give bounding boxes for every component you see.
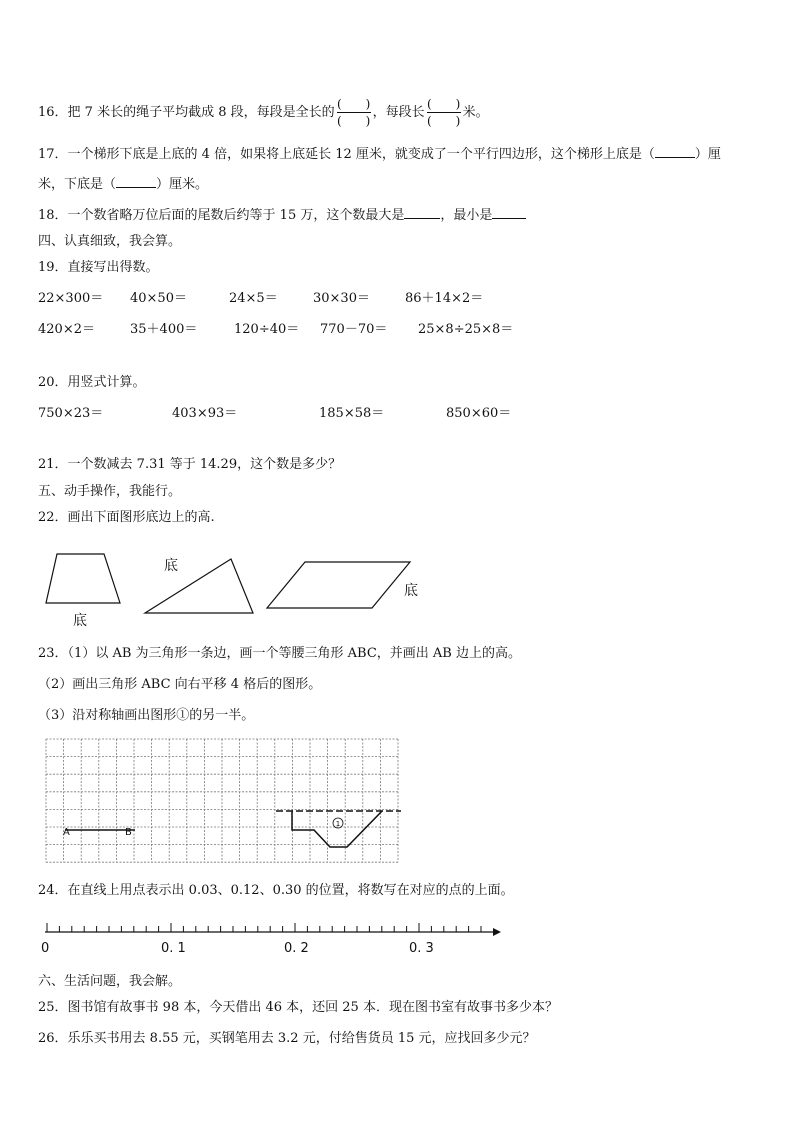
question-17-line2: 米，下底是（ ）厘米。 xyxy=(38,177,209,192)
question-23-part3: （3）沿对称轴画出图形①的另一半。 xyxy=(38,708,255,723)
vertical-calc-item: 750×23＝ xyxy=(38,406,104,421)
number-line-label: 0 xyxy=(41,941,50,956)
figure-1 xyxy=(292,811,382,847)
point-b-label: B xyxy=(125,827,132,838)
question-25: 25．图书馆有故事书 98 本，今天借出 46 本，还回 25 本．现在图书室有故事书多少本？ xyxy=(38,1000,558,1015)
question-22-title: 22．画出下面图形底边上的高. xyxy=(38,510,215,525)
label-base-parallelogram: 底 xyxy=(404,583,418,599)
question-19-title: 19．直接写出得数。 xyxy=(38,260,159,275)
calc-item: 40×50＝ xyxy=(130,291,187,306)
label-base-trapezoid: 底 xyxy=(73,613,87,629)
label-base-triangle: 底 xyxy=(164,558,178,574)
section-4-heading: 四、认真细致，我会算。 xyxy=(38,234,182,249)
question-17-line1: 17．一个梯形下底是上底的 4 倍，如果将上底延长 12 厘米，就变成了一个平行四边形，这个梯形上底是（ ）厘 xyxy=(38,147,721,162)
calc-item: 86＋14×2＝ xyxy=(405,291,484,306)
number-line-label: 0. 2 xyxy=(284,941,309,956)
answer-blank[interactable] xyxy=(492,206,526,219)
triangle-shape xyxy=(145,559,253,613)
calc-item: 25×8÷25×8＝ xyxy=(418,322,514,337)
number-line-label: 0. 1 xyxy=(161,941,186,956)
answer-blank[interactable] xyxy=(404,206,440,219)
parallelogram-shape xyxy=(267,562,410,608)
question-21: 21．一个数减去 7.31 等于 14.29，这个数是多少？ xyxy=(38,457,342,472)
question-16 xyxy=(38,97,489,128)
fraction-blank-1[interactable]: $\frac{( )}{( )}$ xyxy=(336,97,371,128)
section-5-heading: 五、动手操作，我能行。 xyxy=(38,484,182,499)
vertical-calc-item: 850×60＝ xyxy=(446,406,512,421)
number-line[interactable] xyxy=(40,915,510,945)
answer-blank[interactable] xyxy=(655,145,695,158)
answer-blank[interactable] xyxy=(116,175,156,188)
question-23-part1: 23．（1）以 AB 为三角形一条边，画一个等腰三角形 ABC，并画出 AB 边上的高。 xyxy=(38,646,521,661)
calc-item: 22×300＝ xyxy=(38,291,104,306)
calc-item: 30×30＝ xyxy=(313,291,370,306)
question-23-part2: （2）画出三角形 ABC 向右平移 4 格后的图形。 xyxy=(38,677,322,692)
figure-1-number: 1 xyxy=(335,820,341,828)
q16-text-mid: ，每段长 xyxy=(372,105,425,120)
trapezoid-shape xyxy=(46,554,120,603)
question-20-title: 20．用竖式计算。 xyxy=(38,375,146,390)
square-grid[interactable] xyxy=(40,735,410,875)
calc-item: 420×2＝ xyxy=(38,322,95,337)
point-a-label: A xyxy=(63,827,70,838)
calc-item: 35＋400＝ xyxy=(130,322,198,337)
calc-item: 770－70＝ xyxy=(320,322,388,337)
number-line-label: 0. 3 xyxy=(409,941,434,956)
calc-item: 24×5＝ xyxy=(229,291,278,306)
q16-text-end: 米。 xyxy=(462,105,489,120)
fraction-blank-2[interactable]: $\frac{( )}{( )}$ xyxy=(426,97,461,128)
q16-text-start: 16．把 7 米长的绳子平均截成 8 段，每段是全长的 xyxy=(38,105,335,120)
question-26: 26．乐乐买书用去 8.55 元，买钢笔用去 3.2 元，付给售货员 15 元，应找回多少元？ xyxy=(38,1031,536,1046)
vertical-calc-item: 403×93＝ xyxy=(172,406,238,421)
vertical-calc-item: 185×58＝ xyxy=(319,406,385,421)
question-18: 18．一个数省略万位后面的尾数后约等于 15 万，这个数最大是 ，最小是 xyxy=(38,206,526,225)
question-24: 24．在直线上用点表示出 0.03、0.12、0.30 的位置，将数写在对应的点的上面。 xyxy=(38,883,514,898)
q22-shapes xyxy=(0,540,440,635)
section-6-heading: 六、生活问题，我会解。 xyxy=(38,974,182,989)
calc-item: 120÷40＝ xyxy=(234,322,300,337)
